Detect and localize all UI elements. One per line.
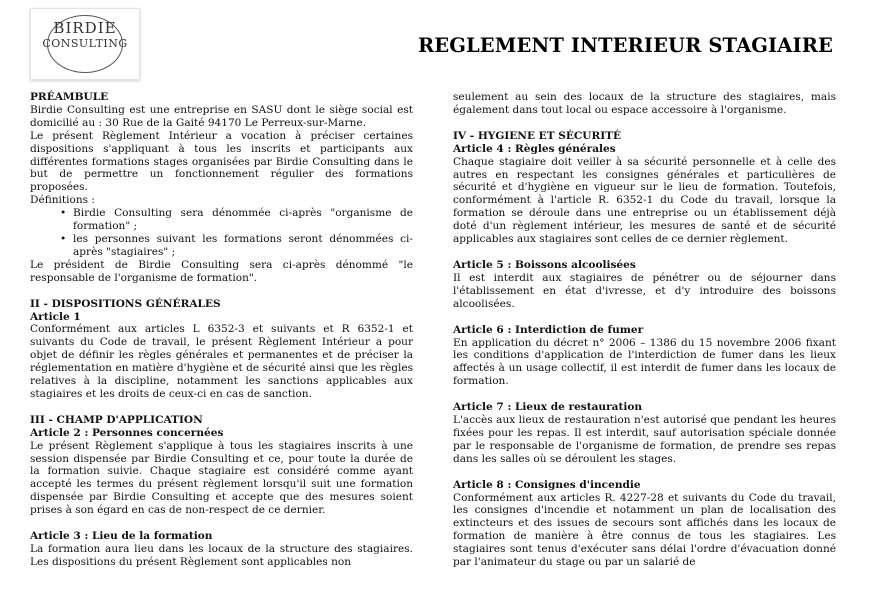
article-1-heading: Article 1 (30, 310, 81, 323)
article-5-text: Il est interdit aux stagiaires de pénétrer ou de séjourner dans l'établissement en état d'ivresse, et d'y introduire des boissons alcoolisées. (453, 271, 836, 310)
page-title: REGLEMENT INTERIEUR STAGIAIRE (417, 34, 833, 57)
definitions-list (30, 207, 413, 259)
definition-item: • Birdie Consulting sera dénommée ci-après "organisme de formation" ; (60, 207, 413, 233)
article-5-heading: Article 5 : Boissons alcoolisées (453, 258, 636, 271)
article-3-text: La formation aura lieu dans les locaux de la structure des stagiaires. Les dispositions du présent Règlement sont applicables non (30, 543, 413, 568)
section-3-heading: III - CHAMP D'APPLICATION (30, 413, 203, 426)
article-8-text: Conformément aux articles R. 4227-28 et suivants du Code du travail, les consignes d'incendie et notamment un plan de localisation des extincteurs et des issues de secours sont affichés dans les locaux de formation de manière à être connus de tous les stagiaires. Les stagiaires sont tenus d'exécuter sans délai l'ordre d'évacuation donné par l'animateur du stage ou par un salarié de (453, 491, 836, 569)
article-2-heading: Article 2 : Personnes concernées (30, 426, 224, 439)
logo-line-2: CONSULTING (42, 37, 128, 50)
preambule-paragraph-1: Birdie Consulting est une entreprise en SASU dont le siège social est domicilié au : 30 Rue de la Gaité 94170 Le Perreux-sur-Marne. (30, 103, 413, 129)
preambule-paragraph-2: Le présent Règlement Intérieur a vocation à préciser certaines dispositions s'appliquant à tous les inscrits et participants aux différentes formations stages organisées par Birdie Consulting dans le but de permettre un fonctionnement régulier des formations proposées. (30, 129, 413, 194)
logo-line-1: BIRDIE (53, 19, 117, 37)
president-paragraph: Le président de Birdie Consulting sera ci-après dénommé "le responsable de l'organisme de formation". (30, 258, 413, 284)
article-3-heading: Article 3 : Lieu de la formation (30, 530, 213, 543)
company-logo (30, 8, 140, 80)
right-column (453, 91, 836, 569)
article-8-heading: Article 8 : Consignes d'incendie (453, 478, 641, 491)
article-3-continuation: seulement au sein des locaux de la structure des stagiaires, mais également dans tout local ou espace accessoire à l'organisme. (453, 91, 836, 116)
preambule-heading: PRÉAMBULE (30, 91, 109, 103)
section-4-heading: IV - HYGIENE ET SÉCURITÉ (453, 129, 622, 142)
article-2-text: Le présent Règlement s'applique à tous les stagiaires inscrits à une session dispensée par Birdie Consulting et ce, pour toute la durée de la formation suivie. Chaque stagiaire est considéré comme ayant accepté les termes du présent règlement lorsqu'il suit une formation dispensée par Birdie Consulting et accepte que des mesures soient prises à son égard en cas de non-respect de ce dernier. (30, 439, 413, 517)
article-6-text: En application du décret n° 2006 – 1386 du 15 novembre 2006 fixant les conditions d'application de l'interdiction de fumer dans les lieux affectés à un usage collectif, il est interdit de fumer dans les locaux de formation. (453, 336, 836, 388)
article-4-text: Chaque stagiaire doit veiller à sa sécurité personnelle et à celle des autres en respectant les consignes générales et particulières de sécurité et d'hygiène en vigueur sur le lieu de formation. Toutefois, conformément à l'article R. 6352-1 du Code du travail, lorsque la formation se déroule dans une entreprise ou un établissement déjà doté d'un règlement intérieur, les mesures de santé et de sécurité applicables aux stagiaires sont celles de ce dernier règlement. (453, 155, 836, 246)
article-7-heading: Article 7 : Lieux de restauration (453, 401, 643, 414)
section-2-heading: II - DISPOSITIONS GÉNÉRALES (30, 297, 221, 310)
article-7-text: L'accès aux lieux de restauration n'est autorisé que pendant les heures fixées pour les repas. Il est interdit, sauf autorisation spéciale donnée par le responsable de l'organisme de formation, de prendre ses repas dans les salles où se déroulent les stages. (453, 414, 836, 465)
left-column (30, 91, 413, 569)
article-6-heading: Article 6 : Interdiction de fumer (453, 323, 644, 336)
definition-item: • les personnes suivant les formations seront dénommées ci-après "stagiaires" ; (60, 233, 413, 259)
article-1-text: Conformément aux articles L 6352-3 et suivants et R 6352-1 et suivants du Code de travail, le présent Règlement Intérieur a pour objet de définir les règles générales et permanentes et de préciser la réglementation en matière d'hygiène et de sécurité ainsi que les règles relatives à la discipline, notamment les sanctions applicables aux stagiaires et les droits de ceux-ci en cas de sanction. (30, 323, 413, 400)
definitions-label: Définitions : (30, 194, 95, 207)
article-4-heading: Article 4 : Règles générales (453, 142, 616, 155)
